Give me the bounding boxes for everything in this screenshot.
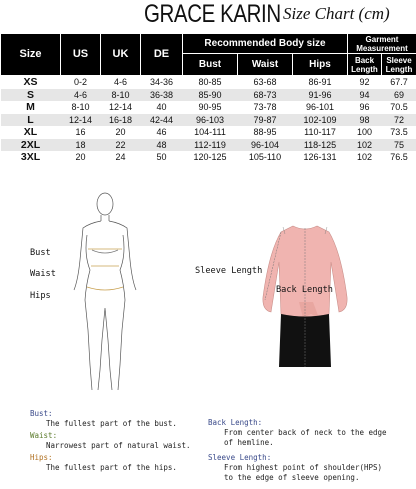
table-cell-de: 50: [156, 152, 167, 163]
table-row: [1, 151, 416, 164]
table-cell-bust: 120-125: [193, 152, 227, 163]
definition-hips: [30, 453, 177, 473]
table-cell-hips: 86-91: [308, 77, 332, 88]
table-cell-us: 16: [75, 127, 86, 138]
definition-desc-back-length-2: of hemline.: [224, 438, 274, 447]
table-cell-back: 92: [359, 77, 370, 88]
table-cell-bust: 112-119: [183, 139, 238, 152]
brand-logo: GRACE KARIN: [144, 0, 281, 28]
table-cell-size: L: [1, 114, 61, 127]
col-header-bust: Bust: [183, 54, 238, 76]
table-cell-uk: 16-18: [101, 114, 141, 127]
table-cell-uk: 24: [115, 152, 126, 163]
table-cell-back: 102: [348, 139, 382, 152]
table-cell-sleeve: 72: [382, 114, 416, 127]
table-cell-size: XL: [23, 126, 38, 139]
table-cell-bust: 85-90: [183, 89, 238, 102]
definition-term-back-length: Back Length:: [208, 418, 263, 427]
table-cell-de: 42-44: [141, 114, 183, 127]
figure-label-waist: Waist: [30, 269, 56, 279]
table-cell-sleeve: 70.5: [390, 102, 408, 113]
table-cell-us: 4-6: [61, 89, 101, 102]
table-cell-waist: 73-78: [253, 102, 277, 113]
table-cell-size: S: [1, 89, 61, 102]
table-cell-us: 20: [75, 152, 86, 163]
table-cell-hips: 102-109: [293, 114, 348, 127]
page-subtitle: Size Chart (cm): [283, 4, 390, 23]
table-row: [1, 139, 416, 152]
table-cell-waist: 79-87: [238, 114, 293, 127]
table-cell-sleeve: 67.7: [390, 77, 408, 88]
table-cell-de: 48: [141, 139, 183, 152]
table-cell-back: 100: [356, 127, 373, 138]
size-chart-table: [0, 33, 416, 164]
table-cell-hips: 91-96: [293, 89, 348, 102]
table-cell-waist: 105-110: [248, 152, 282, 163]
table-cell-back: 96: [359, 102, 370, 113]
table-cell-sleeve: 76.5: [390, 152, 408, 163]
table-cell-de: 36-38: [141, 89, 183, 102]
table-cell-back: 98: [348, 114, 382, 127]
table-cell-back: 94: [348, 89, 382, 102]
definition-desc-hips: The fullest part of the hips.: [46, 463, 177, 472]
col-header-us: US: [61, 34, 101, 76]
definition-waist: [30, 431, 191, 451]
col-header-uk: UK: [101, 34, 141, 76]
table-cell-size: 3XL: [20, 151, 41, 164]
table-cell-bust: 104-111: [194, 127, 226, 138]
col-header-recommended: Recommended Body size: [183, 34, 348, 54]
figure-label-back-length: Back Length: [276, 285, 333, 295]
table-cell-waist: 88-95: [253, 127, 277, 138]
table-cell-back: 102: [356, 152, 373, 163]
table-cell-size: M: [26, 101, 35, 114]
table-cell-uk: 22: [101, 139, 141, 152]
table-cell-bust: 96-103: [183, 114, 238, 127]
table-cell-us: 0-2: [73, 77, 87, 88]
table-cell-sleeve: 73.5: [390, 127, 408, 138]
col-header-size: Size: [1, 34, 61, 76]
table-row: [1, 101, 416, 114]
table-cell-us: 12-14: [61, 114, 101, 127]
table-cell-us: 8-10: [71, 102, 90, 113]
definition-term-waist: Waist:: [30, 431, 58, 440]
table-cell-uk: 8-10: [101, 89, 141, 102]
garment-illustration: [255, 222, 355, 372]
table-cell-hips: 118-125: [293, 139, 348, 152]
col-header-sleeve-length: Sleeve Length: [382, 54, 416, 76]
col-header-de: DE: [141, 34, 183, 76]
figure-label-bust: Bust: [30, 248, 51, 258]
table-cell-us: 18: [61, 139, 101, 152]
col-header-hips: Hips: [293, 54, 348, 76]
table-cell-hips: 96-101: [305, 102, 335, 113]
table-cell-uk: 4-6: [113, 77, 127, 88]
table-cell-sleeve: 75: [382, 139, 416, 152]
table-row: [1, 89, 416, 102]
col-header-garment: Garment Measurement: [348, 34, 416, 54]
figure-label-hips: Hips: [30, 291, 51, 301]
definition-term-hips: Hips:: [30, 453, 53, 462]
table-cell-uk: 20: [115, 127, 126, 138]
table-cell-uk: 12-14: [108, 102, 133, 113]
table-cell-hips: 126-131: [303, 152, 337, 163]
table-cell-de: 40: [156, 102, 167, 113]
definition-desc-waist: Narrowest part of natural waist.: [46, 441, 191, 450]
table-cell-waist: 63-68: [253, 77, 277, 88]
table-cell-hips: 110-117: [304, 127, 336, 138]
definition-term-bust: Bust:: [30, 409, 53, 418]
table-cell-size: XS: [23, 76, 38, 89]
definition-sleeve-length: [208, 453, 382, 483]
table-cell-de: 34-36: [149, 77, 174, 88]
table-cell-waist: 96-104: [238, 139, 293, 152]
definition-back-length: [208, 418, 387, 448]
table-cell-size: 2XL: [1, 139, 61, 152]
definition-desc-sleeve-length-2: to the edge of sleeve opening.: [224, 473, 360, 482]
definition-term-sleeve-length: Sleeve Length:: [208, 453, 272, 462]
col-header-back-length: Back Length: [348, 54, 382, 76]
table-cell-bust: 90-95: [198, 102, 222, 113]
table-cell-sleeve: 69: [382, 89, 416, 102]
definition-desc-bust: The fullest part of the bust.: [46, 419, 177, 428]
body-figure-illustration: [50, 190, 160, 400]
table-row: [1, 76, 416, 89]
table-cell-bust: 80-85: [198, 77, 222, 88]
table-cell-de: 46: [156, 127, 167, 138]
definition-desc-back-length-1: From center back of neck to the edge: [224, 428, 387, 437]
col-header-waist: Waist: [238, 54, 293, 76]
table-row: [1, 126, 416, 139]
definition-bust: [30, 409, 177, 429]
figure-label-sleeve-length: Sleeve Length: [195, 266, 263, 276]
table-cell-waist: 68-73: [238, 89, 293, 102]
table-row: [1, 114, 416, 127]
definition-desc-sleeve-length-1: From highest point of shoulder(HPS): [224, 463, 383, 472]
